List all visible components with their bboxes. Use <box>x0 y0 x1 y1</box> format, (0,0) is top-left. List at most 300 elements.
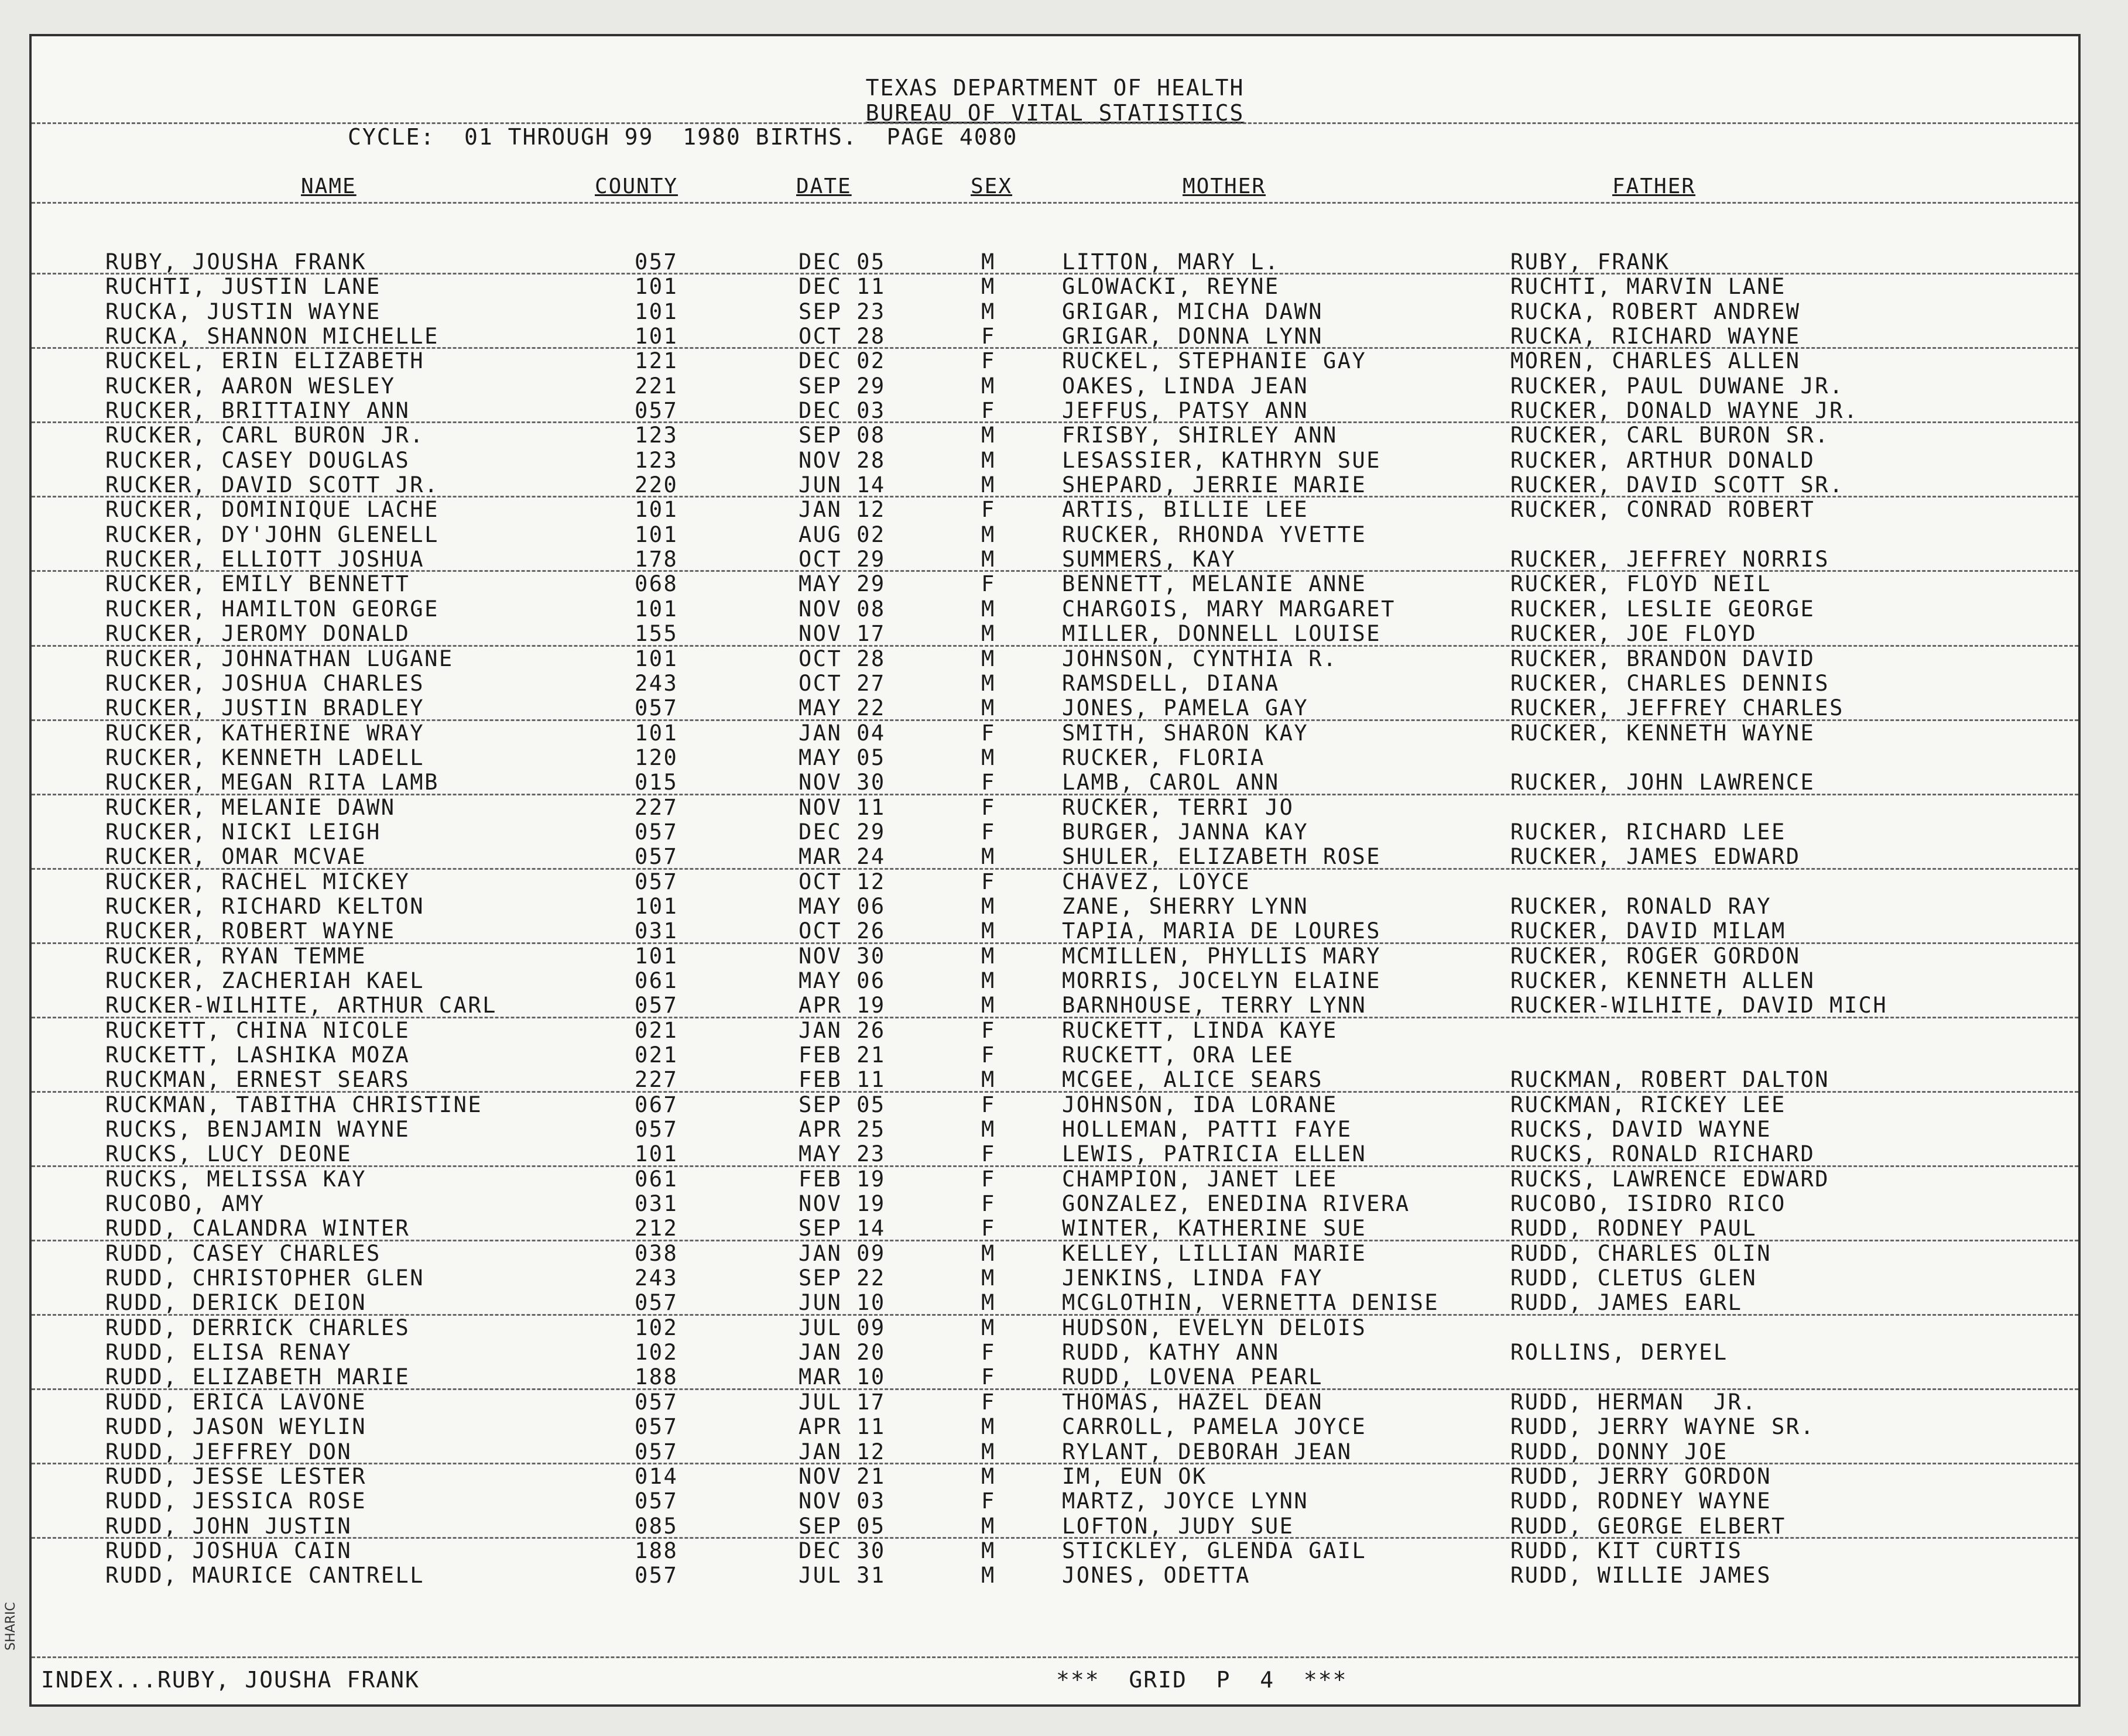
date-cell: SEP 14 <box>799 1216 886 1241</box>
table-row <box>32 721 2078 746</box>
name-cell: RUDD, ELISA RENAY <box>105 1340 352 1366</box>
sex-cell: M <box>981 968 996 993</box>
table-row <box>32 1489 2078 1514</box>
date-cell: DEC 11 <box>799 274 886 300</box>
name-cell: RUDD, CHRISTOPHER GLEN <box>105 1265 425 1291</box>
sex-cell: M <box>981 596 996 622</box>
father-cell: RUCKER, JEFFREY CHARLES <box>1510 695 1844 721</box>
sex-cell: M <box>981 745 996 770</box>
father-cell: RUCKER, RICHARD LEE <box>1510 819 1786 845</box>
mother-cell: LAMB, CAROL ANN <box>1062 770 1280 795</box>
table-row <box>32 250 2078 275</box>
name-cell: RUCKER, JOHNATHAN LUGANE <box>105 646 454 671</box>
date-cell: APR 11 <box>799 1414 886 1440</box>
county-cell: 014 <box>635 1463 679 1489</box>
mother-cell: SHULER, ELIZABETH ROSE <box>1062 844 1382 870</box>
county-cell: 101 <box>635 522 679 547</box>
table-row <box>32 845 2078 869</box>
date-cell: NOV 17 <box>799 621 886 647</box>
county-cell: 123 <box>635 447 679 473</box>
name-cell: RUCKER, DY'JOHN GLENELL <box>105 522 439 547</box>
mother-cell: JOHNSON, CYNTHIA R. <box>1062 646 1338 671</box>
county-cell: 101 <box>635 299 679 324</box>
table-row <box>32 1093 2078 1117</box>
table-row <box>32 423 2078 448</box>
name-cell: RUCKETT, CHINA NICOLE <box>105 1017 410 1043</box>
name-cell: RUDD, ELIZABETH MARIE <box>105 1364 410 1390</box>
table-row <box>32 448 2078 473</box>
county-cell: 120 <box>635 745 679 770</box>
name-cell: RUCKEL, ERIN ELIZABETH <box>105 348 425 374</box>
name-cell: RUCKS, LUCY DEONE <box>105 1141 352 1167</box>
father-cell: RUCKA, ROBERT ANDREW <box>1510 299 1801 324</box>
name-cell: RUCKER, NICKI LEIGH <box>105 819 381 845</box>
table-row <box>32 1192 2078 1216</box>
mother-cell: SUMMERS, KAY <box>1062 547 1236 572</box>
father-cell: RUBY, FRANK <box>1510 249 1670 275</box>
name-cell: RUCKER, OMAR MCVAE <box>105 844 366 870</box>
mother-cell: KELLEY, LILLIAN MARIE <box>1062 1240 1367 1266</box>
document-page <box>29 34 2081 1707</box>
date-cell: JUL 09 <box>799 1315 886 1340</box>
table-row <box>32 1340 2078 1365</box>
mother-cell: LEWIS, PATRICIA ELLEN <box>1062 1141 1367 1167</box>
mother-cell: GONZALEZ, ENEDINA RIVERA <box>1062 1191 1410 1217</box>
father-cell: RUCKER, KENNETH ALLEN <box>1510 968 1815 993</box>
mother-cell: RYLANT, DEBORAH JEAN <box>1062 1439 1352 1464</box>
sex-cell: F <box>981 1389 996 1415</box>
mother-cell: TAPIA, MARIA DE LOURES <box>1062 918 1382 944</box>
county-cell: 057 <box>635 819 679 845</box>
table-row <box>32 399 2078 423</box>
sex-cell: M <box>981 423 996 448</box>
date-cell: SEP 22 <box>799 1265 886 1291</box>
date-cell: OCT 27 <box>799 670 886 696</box>
sex-cell: F <box>981 1092 996 1117</box>
sex-cell: M <box>981 893 996 919</box>
name-cell: RUCKER, MELANIE DAWN <box>105 794 396 820</box>
mother-cell: MCGLOTHIN, VERNETTA DENISE <box>1062 1290 1440 1316</box>
mother-cell: SMITH, SHARON KAY <box>1062 720 1309 746</box>
mother-cell: MORRIS, JOCELYN ELAINE <box>1062 968 1382 993</box>
county-cell: 021 <box>635 1017 679 1043</box>
county-cell: 101 <box>635 1141 679 1167</box>
date-cell: SEP 29 <box>799 373 886 399</box>
date-cell: JAN 12 <box>799 497 886 523</box>
sex-cell: M <box>981 522 996 547</box>
mother-cell: CHAMPION, JANET LEE <box>1062 1166 1338 1192</box>
table-row <box>32 1365 2078 1390</box>
sex-cell: M <box>981 1240 996 1266</box>
county-cell: 102 <box>635 1340 679 1366</box>
sex-cell: F <box>981 869 996 894</box>
date-cell: MAR 24 <box>799 844 886 870</box>
date-cell: DEC 29 <box>799 819 886 845</box>
sex-cell: M <box>981 1067 996 1093</box>
table-row <box>32 1117 2078 1142</box>
date-cell: MAR 10 <box>799 1364 886 1390</box>
date-cell: SEP 05 <box>799 1513 886 1539</box>
date-cell: JUL 17 <box>799 1389 886 1415</box>
date-cell: OCT 28 <box>799 324 886 349</box>
sex-cell: F <box>981 324 996 349</box>
sex-cell: M <box>981 1538 996 1563</box>
county-cell: 057 <box>635 1488 679 1514</box>
date-cell: SEP 05 <box>799 1092 886 1117</box>
column-header-date: DATE <box>796 174 852 198</box>
mother-cell: RAMSDELL, DIANA <box>1062 670 1280 696</box>
name-cell: RUCKER, JOSHUA CHARLES <box>105 670 425 696</box>
date-cell: DEC 03 <box>799 398 886 424</box>
county-cell: 101 <box>635 274 679 300</box>
date-cell: OCT 26 <box>799 918 886 944</box>
date-cell: MAY 06 <box>799 893 886 919</box>
mother-cell: RUCKETT, ORA LEE <box>1062 1042 1294 1068</box>
county-cell: 057 <box>635 1117 679 1143</box>
county-cell: 057 <box>635 1439 679 1464</box>
sex-cell: M <box>981 993 996 1018</box>
mother-cell: GRIGAR, MICHA DAWN <box>1062 299 1323 324</box>
father-cell: RUCKMAN, ROBERT DALTON <box>1510 1067 1830 1093</box>
sex-cell: F <box>981 720 996 746</box>
mother-cell: RUCKER, RHONDA YVETTE <box>1062 522 1367 547</box>
county-cell: 121 <box>635 348 679 374</box>
name-cell: RUCKER, JEROMY DONALD <box>105 621 410 647</box>
county-cell: 057 <box>635 993 679 1018</box>
sex-cell: M <box>981 1439 996 1464</box>
date-cell: JAN 20 <box>799 1340 886 1366</box>
table-row <box>32 1018 2078 1043</box>
date-cell: MAY 06 <box>799 968 886 993</box>
date-cell: NOV 08 <box>799 596 886 622</box>
name-cell: RUDD, CASEY CHARLES <box>105 1240 381 1266</box>
name-cell: RUCKER, DAVID SCOTT JR. <box>105 472 439 498</box>
table-row <box>32 498 2078 522</box>
name-cell: RUDD, DERRICK CHARLES <box>105 1315 410 1340</box>
mother-cell: RUCKER, FLORIA <box>1062 745 1265 770</box>
mother-cell: BARNHOUSE, TERRY LYNN <box>1062 993 1367 1018</box>
sex-cell: F <box>981 497 996 523</box>
county-cell: 243 <box>635 670 679 696</box>
sex-cell: F <box>981 794 996 820</box>
name-cell: RUBY, JOUSHA FRANK <box>105 249 366 275</box>
table-row <box>32 993 2078 1018</box>
county-cell: 057 <box>635 695 679 721</box>
sex-cell: M <box>981 274 996 300</box>
sex-cell: M <box>981 1117 996 1143</box>
sex-cell: M <box>981 918 996 944</box>
mother-cell: FRISBY, SHIRLEY ANN <box>1062 423 1338 448</box>
county-cell: 220 <box>635 472 679 498</box>
table-row <box>32 795 2078 820</box>
table-row <box>32 870 2078 894</box>
table-row <box>32 300 2078 324</box>
mother-cell: RUCKEL, STEPHANIE GAY <box>1062 348 1367 374</box>
father-cell: RUDD, JAMES EARL <box>1510 1290 1743 1316</box>
mother-cell: JONES, ODETTA <box>1062 1563 1251 1589</box>
table-row <box>32 894 2078 919</box>
sex-cell: M <box>981 1265 996 1291</box>
name-cell: RUCKA, JUSTIN WAYNE <box>105 299 381 324</box>
sex-cell: F <box>981 1340 996 1366</box>
county-cell: 057 <box>635 1389 679 1415</box>
father-cell: RUCKER, CARL BURON SR. <box>1510 423 1830 448</box>
date-cell: JAN 04 <box>799 720 886 746</box>
date-cell: NOV 30 <box>799 943 886 969</box>
mother-cell: RUDD, KATHY ANN <box>1062 1340 1280 1366</box>
sex-cell: M <box>981 646 996 671</box>
father-cell: RUDD, DONNY JOE <box>1510 1439 1728 1464</box>
father-cell: RUDD, GEORGE ELBERT <box>1510 1513 1786 1539</box>
table-row <box>32 969 2078 993</box>
mother-cell: JOHNSON, IDA LORANE <box>1062 1092 1338 1117</box>
date-cell: JUN 10 <box>799 1290 886 1316</box>
father-cell: RUCKA, RICHARD WAYNE <box>1510 324 1801 349</box>
father-cell: RUCKER, CHARLES DENNIS <box>1510 670 1830 696</box>
name-cell: RUCKER, ZACHERIAH KAEL <box>105 968 425 993</box>
side-label: SHARIC <box>4 1602 18 1651</box>
father-cell: RUCKER-WILHITE, DAVID MICH <box>1510 993 1888 1018</box>
mother-cell: ZANE, SHERRY LYNN <box>1062 893 1309 919</box>
table-row <box>32 1142 2078 1167</box>
county-cell: 101 <box>635 646 679 671</box>
column-header-county: COUNTY <box>595 174 679 198</box>
father-cell: RUCKER, DAVID SCOTT SR. <box>1510 472 1844 498</box>
name-cell: RUCKS, MELISSA KAY <box>105 1166 366 1192</box>
name-cell: RUCKETT, LASHIKA MOZA <box>105 1042 410 1068</box>
father-cell: RUDD, RODNEY PAUL <box>1510 1216 1757 1241</box>
date-cell: NOV 28 <box>799 447 886 473</box>
father-cell: RUCKER, JAMES EDWARD <box>1510 844 1801 870</box>
mother-cell: BENNETT, MELANIE ANNE <box>1062 571 1367 597</box>
mother-cell: RUCKER, TERRI JO <box>1062 794 1294 820</box>
bureau-title: BUREAU OF VITAL STATISTICS <box>865 100 1245 126</box>
table-row <box>32 919 2078 944</box>
date-cell: OCT 12 <box>799 869 886 894</box>
divider <box>32 202 2078 204</box>
name-cell: RUCKS, BENJAMIN WAYNE <box>105 1117 410 1143</box>
table-row <box>32 1390 2078 1415</box>
table-row <box>32 374 2078 399</box>
date-cell: SEP 23 <box>799 299 886 324</box>
sex-cell: F <box>981 770 996 795</box>
table-row <box>32 1216 2078 1241</box>
father-cell: MOREN, CHARLES ALLEN <box>1510 348 1801 374</box>
sex-cell: M <box>981 249 996 275</box>
mother-cell: MCMILLEN, PHYLLIS MARY <box>1062 943 1382 969</box>
sex-cell: M <box>981 670 996 696</box>
sex-cell: F <box>981 571 996 597</box>
county-cell: 101 <box>635 720 679 746</box>
column-header-name: NAME <box>301 174 357 198</box>
county-cell: 102 <box>635 1315 679 1340</box>
county-cell: 061 <box>635 1166 679 1192</box>
father-cell: RUCKMAN, RICKEY LEE <box>1510 1092 1786 1117</box>
sex-cell: M <box>981 1414 996 1440</box>
cycle-line: CYCLE: 01 THROUGH 99 1980 BIRTHS. PAGE 4080 <box>348 124 1018 150</box>
date-cell: NOV 11 <box>799 794 886 820</box>
date-cell: AUG 02 <box>799 522 886 547</box>
name-cell: RUDD, CALANDRA WINTER <box>105 1216 410 1241</box>
name-cell: RUCKER, EMILY BENNETT <box>105 571 410 597</box>
mother-cell: LOFTON, JUDY SUE <box>1062 1513 1294 1539</box>
mother-cell: IM, EUN OK <box>1062 1463 1207 1489</box>
mother-cell: JENKINS, LINDA FAY <box>1062 1265 1323 1291</box>
sex-cell: M <box>981 373 996 399</box>
father-cell: RUCKER, LESLIE GEORGE <box>1510 596 1815 622</box>
name-cell: RUCKER, RYAN TEMME <box>105 943 366 969</box>
county-cell: 155 <box>635 621 679 647</box>
sex-cell: F <box>981 348 996 374</box>
name-cell: RUCKER, AARON WESLEY <box>105 373 396 399</box>
index-footer: INDEX...RUBY, JOUSHA FRANK <box>41 1667 420 1693</box>
county-cell: 031 <box>635 1191 679 1217</box>
mother-cell: GRIGAR, DONNA LYNN <box>1062 324 1323 349</box>
name-cell: RUCKER, MEGAN RITA LAMB <box>105 770 439 795</box>
sex-cell: M <box>981 1463 996 1489</box>
county-cell: 038 <box>635 1240 679 1266</box>
table-row <box>32 572 2078 596</box>
table-row <box>32 1440 2078 1464</box>
county-cell: 227 <box>635 794 679 820</box>
county-cell: 101 <box>635 324 679 349</box>
table-row <box>32 1266 2078 1291</box>
name-cell: RUCKER, RICHARD KELTON <box>105 893 425 919</box>
table-row <box>32 324 2078 349</box>
sex-cell: M <box>981 472 996 498</box>
name-cell: RUCOBO, AMY <box>105 1191 265 1217</box>
mother-cell: BURGER, JANNA KAY <box>1062 819 1309 845</box>
column-header-sex: SEX <box>971 174 1013 198</box>
date-cell: JAN 12 <box>799 1439 886 1464</box>
county-cell: 057 <box>635 844 679 870</box>
name-cell: RUCKER, ROBERT WAYNE <box>105 918 396 944</box>
mother-cell: HOLLEMAN, PATTI FAYE <box>1062 1117 1352 1143</box>
table-row <box>32 1415 2078 1439</box>
mother-cell: JONES, PAMELA GAY <box>1062 695 1309 721</box>
name-cell: RUCKA, SHANNON MICHELLE <box>105 324 439 349</box>
father-cell: RUCKS, DAVID WAYNE <box>1510 1117 1771 1143</box>
name-cell: RUDD, JESSE LESTER <box>105 1463 366 1489</box>
date-cell: DEC 30 <box>799 1538 886 1563</box>
county-cell: 123 <box>635 423 679 448</box>
father-cell: RUDD, JERRY GORDON <box>1510 1463 1771 1489</box>
father-cell: RUDD, HERMAN JR. <box>1510 1389 1757 1415</box>
name-cell: RUDD, JEFFREY DON <box>105 1439 352 1464</box>
sex-cell: M <box>981 1315 996 1340</box>
table-row <box>32 1563 2078 1588</box>
date-cell: SEP 08 <box>799 423 886 448</box>
sex-cell: M <box>981 844 996 870</box>
father-cell: RUCKER, KENNETH WAYNE <box>1510 720 1815 746</box>
sex-cell: M <box>981 1290 996 1316</box>
county-cell: 178 <box>635 547 679 572</box>
table-row <box>32 1316 2078 1340</box>
divider <box>32 122 2078 124</box>
father-cell: RUCKER, ROGER GORDON <box>1510 943 1801 969</box>
mother-cell: RUCKETT, LINDA KAYE <box>1062 1017 1338 1043</box>
mother-cell: THOMAS, HAZEL DEAN <box>1062 1389 1323 1415</box>
name-cell: RUCKER, JUSTIN BRADLEY <box>105 695 425 721</box>
mother-cell: RUDD, LOVENA PEARL <box>1062 1364 1323 1390</box>
county-cell: 067 <box>635 1092 679 1117</box>
table-row <box>32 1539 2078 1563</box>
name-cell: RUDD, JOSHUA CAIN <box>105 1538 352 1563</box>
father-cell: RUCKER, JOHN LAWRENCE <box>1510 770 1815 795</box>
table-row <box>32 523 2078 547</box>
name-cell: RUCKMAN, ERNEST SEARS <box>105 1067 410 1093</box>
name-cell: RUCKER, RACHEL MICKEY <box>105 869 410 894</box>
sex-cell: M <box>981 695 996 721</box>
county-cell: 101 <box>635 893 679 919</box>
county-cell: 188 <box>635 1538 679 1563</box>
father-cell: RUCKS, RONALD RICHARD <box>1510 1141 1815 1167</box>
column-header-mother: MOTHER <box>1183 174 1266 198</box>
table-row <box>32 547 2078 572</box>
name-cell: RUDD, JESSICA ROSE <box>105 1488 366 1514</box>
sex-cell: F <box>981 1166 996 1192</box>
date-cell: JUL 31 <box>799 1563 886 1589</box>
table-row <box>32 1043 2078 1068</box>
date-cell: FEB 21 <box>799 1042 886 1068</box>
county-cell: 188 <box>635 1364 679 1390</box>
table-row <box>32 1291 2078 1315</box>
county-cell: 101 <box>635 943 679 969</box>
sex-cell: F <box>981 1141 996 1167</box>
father-cell: RUCKER, CONRAD ROBERT <box>1510 497 1815 523</box>
mother-cell: WINTER, KATHERINE SUE <box>1062 1216 1367 1241</box>
sex-cell: F <box>981 819 996 845</box>
date-cell: JUN 14 <box>799 472 886 498</box>
sex-cell: M <box>981 1513 996 1539</box>
county-cell: 085 <box>635 1513 679 1539</box>
father-cell: RUCOBO, ISIDRO RICO <box>1510 1191 1786 1217</box>
table-row <box>32 1464 2078 1489</box>
father-cell: RUDD, JERRY WAYNE SR. <box>1510 1414 1815 1440</box>
county-cell: 212 <box>635 1216 679 1241</box>
mother-cell: LITTON, MARY L. <box>1062 249 1280 275</box>
father-cell: RUDD, KIT CURTIS <box>1510 1538 1743 1563</box>
sex-cell: M <box>981 447 996 473</box>
county-cell: 227 <box>635 1067 679 1093</box>
name-cell: RUCKER, ELLIOTT JOSHUA <box>105 547 425 572</box>
name-cell: RUCKER, BRITTAINY ANN <box>105 398 410 424</box>
father-cell: RUCKER, JOE FLOYD <box>1510 621 1757 647</box>
table-row <box>32 349 2078 373</box>
mother-cell: MCGEE, ALICE SEARS <box>1062 1067 1323 1093</box>
grid-footer: *** GRID P 4 *** <box>1056 1667 1348 1693</box>
agency-title: TEXAS DEPARTMENT OF HEALTH <box>865 75 1245 101</box>
date-cell: NOV 19 <box>799 1191 886 1217</box>
table-row <box>32 597 2078 622</box>
date-cell: FEB 11 <box>799 1067 886 1093</box>
name-cell: RUDD, JASON WEYLIN <box>105 1414 366 1440</box>
date-cell: DEC 05 <box>799 249 886 275</box>
table-row <box>32 275 2078 299</box>
mother-cell: CARROLL, PAMELA JOYCE <box>1062 1414 1367 1440</box>
name-cell: RUDD, MAURICE CANTRELL <box>105 1563 425 1589</box>
name-cell: RUCKER, CARL BURON JR. <box>105 423 425 448</box>
mother-cell: LESASSIER, KATHRYN SUE <box>1062 447 1382 473</box>
father-cell: RUCHTI, MARVIN LANE <box>1510 274 1786 300</box>
father-cell: RUCKS, LAWRENCE EDWARD <box>1510 1166 1830 1192</box>
date-cell: APR 19 <box>799 993 886 1018</box>
mother-cell: ARTIS, BILLIE LEE <box>1062 497 1309 523</box>
father-cell: RUDD, RODNEY WAYNE <box>1510 1488 1771 1514</box>
county-cell: 057 <box>635 249 679 275</box>
father-cell: RUCKER, ARTHUR DONALD <box>1510 447 1815 473</box>
sex-cell: M <box>981 1563 996 1589</box>
